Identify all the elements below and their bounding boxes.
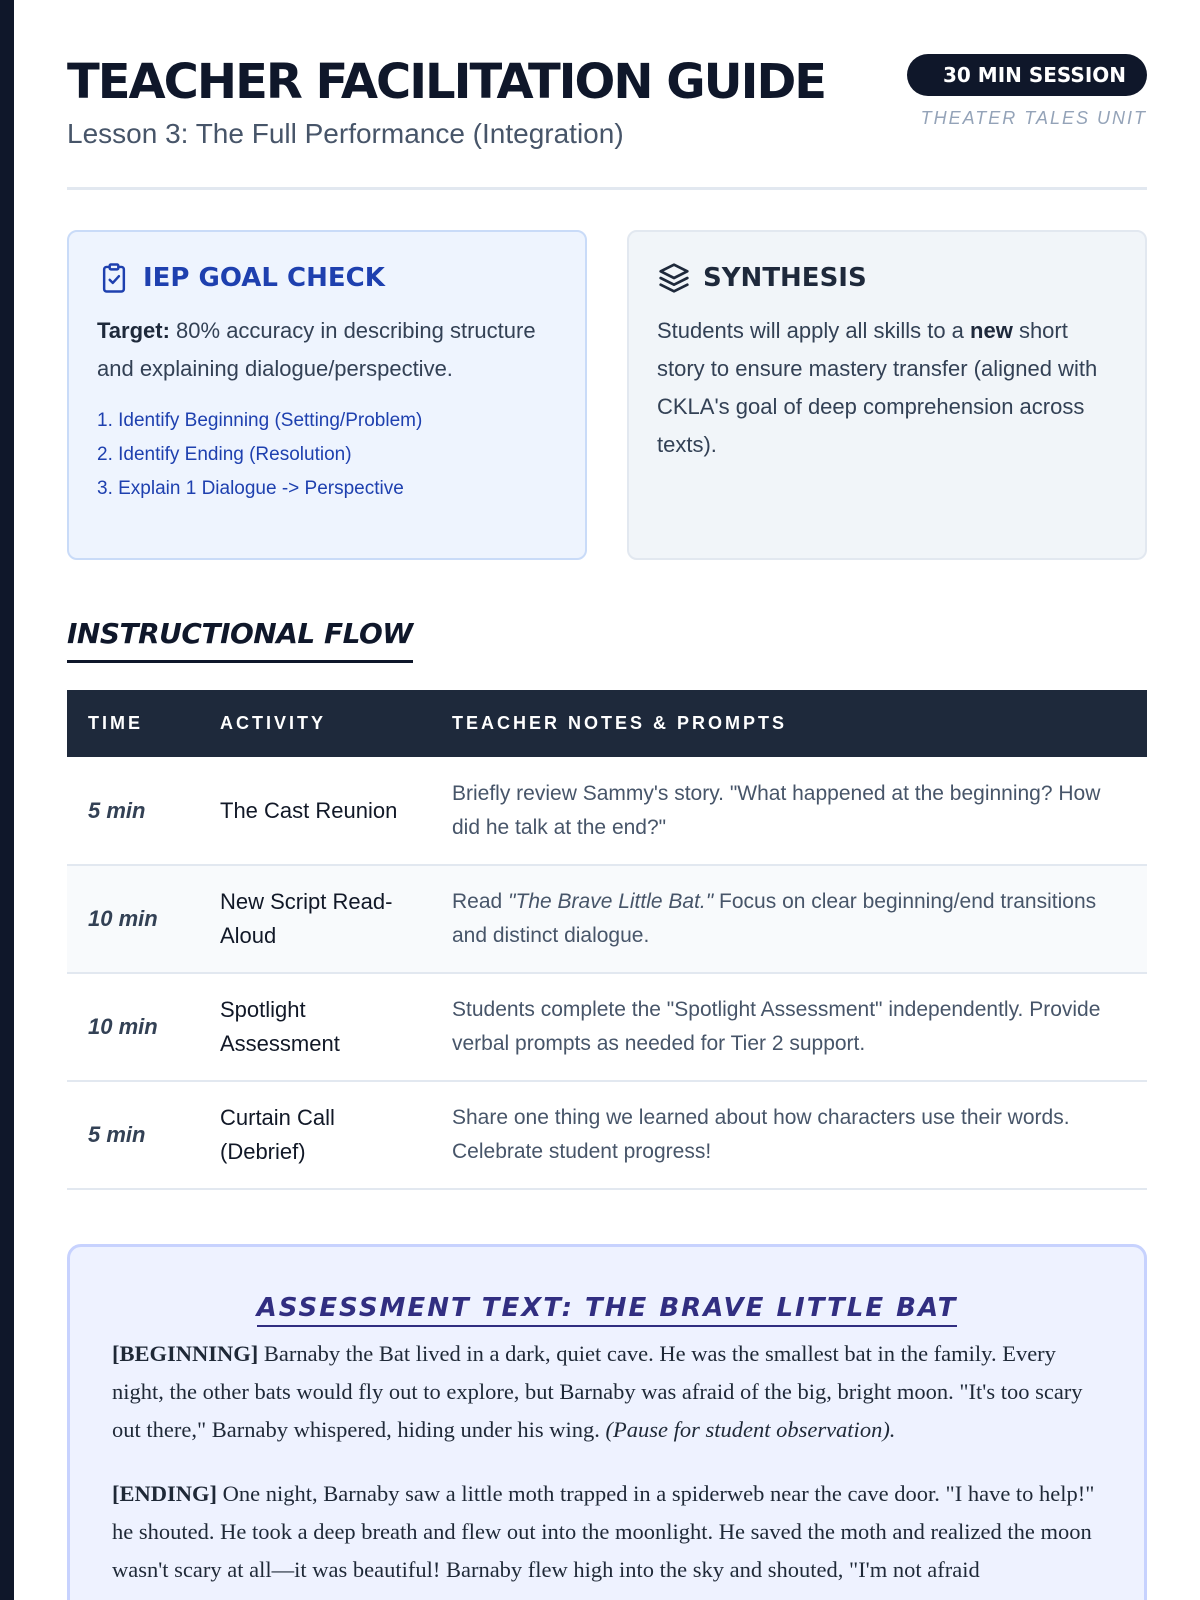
- synthesis-text-part: Students will apply all skills to a: [657, 318, 971, 343]
- layers-icon: [657, 261, 691, 295]
- column-header-notes: TEACHER NOTES & PROMPTS: [431, 690, 1147, 757]
- table-row: [67, 757, 1147, 865]
- assessment-ending-paragraph: [112, 1475, 1102, 1589]
- page-title: TEACHER FACILITATION GUIDE: [67, 54, 826, 110]
- notes-title-italic: "The Brave Little Bat.": [508, 890, 714, 913]
- assessment-beginning-paragraph: [112, 1335, 1102, 1449]
- row-activity: Spotlight Assessment: [201, 973, 431, 1081]
- ending-label: [ENDING]: [112, 1481, 217, 1506]
- row-activity: Curtain Call (Debrief): [201, 1081, 431, 1189]
- summary-cards: [67, 230, 1147, 560]
- assessment-title: [112, 1293, 1102, 1323]
- pause-note: (Pause for student observation).: [605, 1417, 896, 1442]
- table-row: [67, 865, 1147, 973]
- synthesis-text-part: short story to ensure mastery transfer (aligned with CKLA's goal of deep comprehension across texts).: [657, 318, 1098, 457]
- goal-item: 2. Identify Ending (Resolution): [97, 444, 352, 465]
- beginning-text: Barnaby the Bat lived in a dark, quiet cave. He was the smallest bat in the family. Every night, the other bats would fly out to explore, but Barnaby was afraid of the big, bright moon. "It's too scary out there," Barnaby whispered, hiding under his wing.: [112, 1341, 1083, 1442]
- synthesis-text-emphasis: new: [970, 318, 1013, 343]
- left-accent-bar: [0, 0, 14, 1600]
- synthesis-text: [657, 312, 1117, 464]
- clipboard-check-icon: [97, 261, 131, 295]
- ending-text: One night, Barnaby saw a little moth trapped in a spiderweb near the cave door. "I have to help!" he shouted. He took a deep breath and flew out into the moonlight. He saved the moth and realized the moon wasn't scary at all—it was beautiful! Barnaby flew high into the sky and shouted, "I'm not afraid: [112, 1481, 1095, 1582]
- row-activity: New Script Read-Aloud: [201, 865, 431, 973]
- row-notes: [431, 865, 1147, 973]
- target-text: 80% accuracy in describing structure and explaining dialogue/perspective.: [97, 318, 536, 381]
- assessment-title-text: ASSESSMENT TEXT: THE BRAVE LITTLE BAT: [257, 1293, 958, 1327]
- iep-card-title: IEP GOAL CHECK: [143, 263, 385, 293]
- notes-text: Focus on clear beginning/end transitions and distinct dialogue.: [452, 890, 1097, 947]
- table-header-row: [67, 690, 1147, 757]
- unit-label: THEATER TALES UNIT: [920, 108, 1147, 128]
- row-notes: Briefly review Sammy's story. "What happened at the beginning? How did he talk at the end?": [431, 757, 1147, 865]
- lesson-subtitle: Lesson 3: The Full Performance (Integration): [67, 118, 624, 149]
- session-length-badge: 30 MIN SESSION: [907, 54, 1147, 96]
- instructional-flow-table: [67, 690, 1147, 1190]
- table-row: [67, 973, 1147, 1081]
- table-row: [67, 1081, 1147, 1189]
- beginning-label: [BEGINNING]: [112, 1341, 259, 1366]
- goal-item: 3. Explain 1 Dialogue -> Perspective: [97, 478, 404, 499]
- assessment-text-box: [67, 1244, 1147, 1600]
- row-notes: Share one thing we learned about how characters use their words. Celebrate student progress!: [431, 1081, 1147, 1189]
- row-time: 10 min: [67, 973, 201, 1081]
- synthesis-card: [627, 230, 1147, 560]
- iep-target: [97, 312, 557, 388]
- notes-text: Read: [452, 890, 509, 913]
- row-notes: Students complete the "Spotlight Assessment" independently. Provide verbal prompts as needed for Tier 2 support.: [431, 973, 1147, 1081]
- facilitation-guide-page: [67, 0, 1147, 1582]
- iep-goal-card: [67, 230, 587, 560]
- row-time: 10 min: [67, 865, 201, 973]
- row-time: 5 min: [67, 757, 201, 865]
- iep-goal-list: [97, 404, 557, 506]
- instructional-flow-heading: INSTRUCTIONAL FLOW: [67, 617, 413, 663]
- column-header-time: TIME: [67, 690, 201, 757]
- column-header-activity: ACTIVITY: [201, 690, 431, 757]
- page-header: [67, 0, 1147, 190]
- row-activity: The Cast Reunion: [201, 757, 431, 865]
- target-label: Target:: [97, 318, 170, 343]
- row-time: 5 min: [67, 1081, 201, 1189]
- goal-item: 1. Identify Beginning (Setting/Problem): [97, 410, 423, 431]
- synthesis-card-title: SYNTHESIS: [703, 263, 867, 293]
